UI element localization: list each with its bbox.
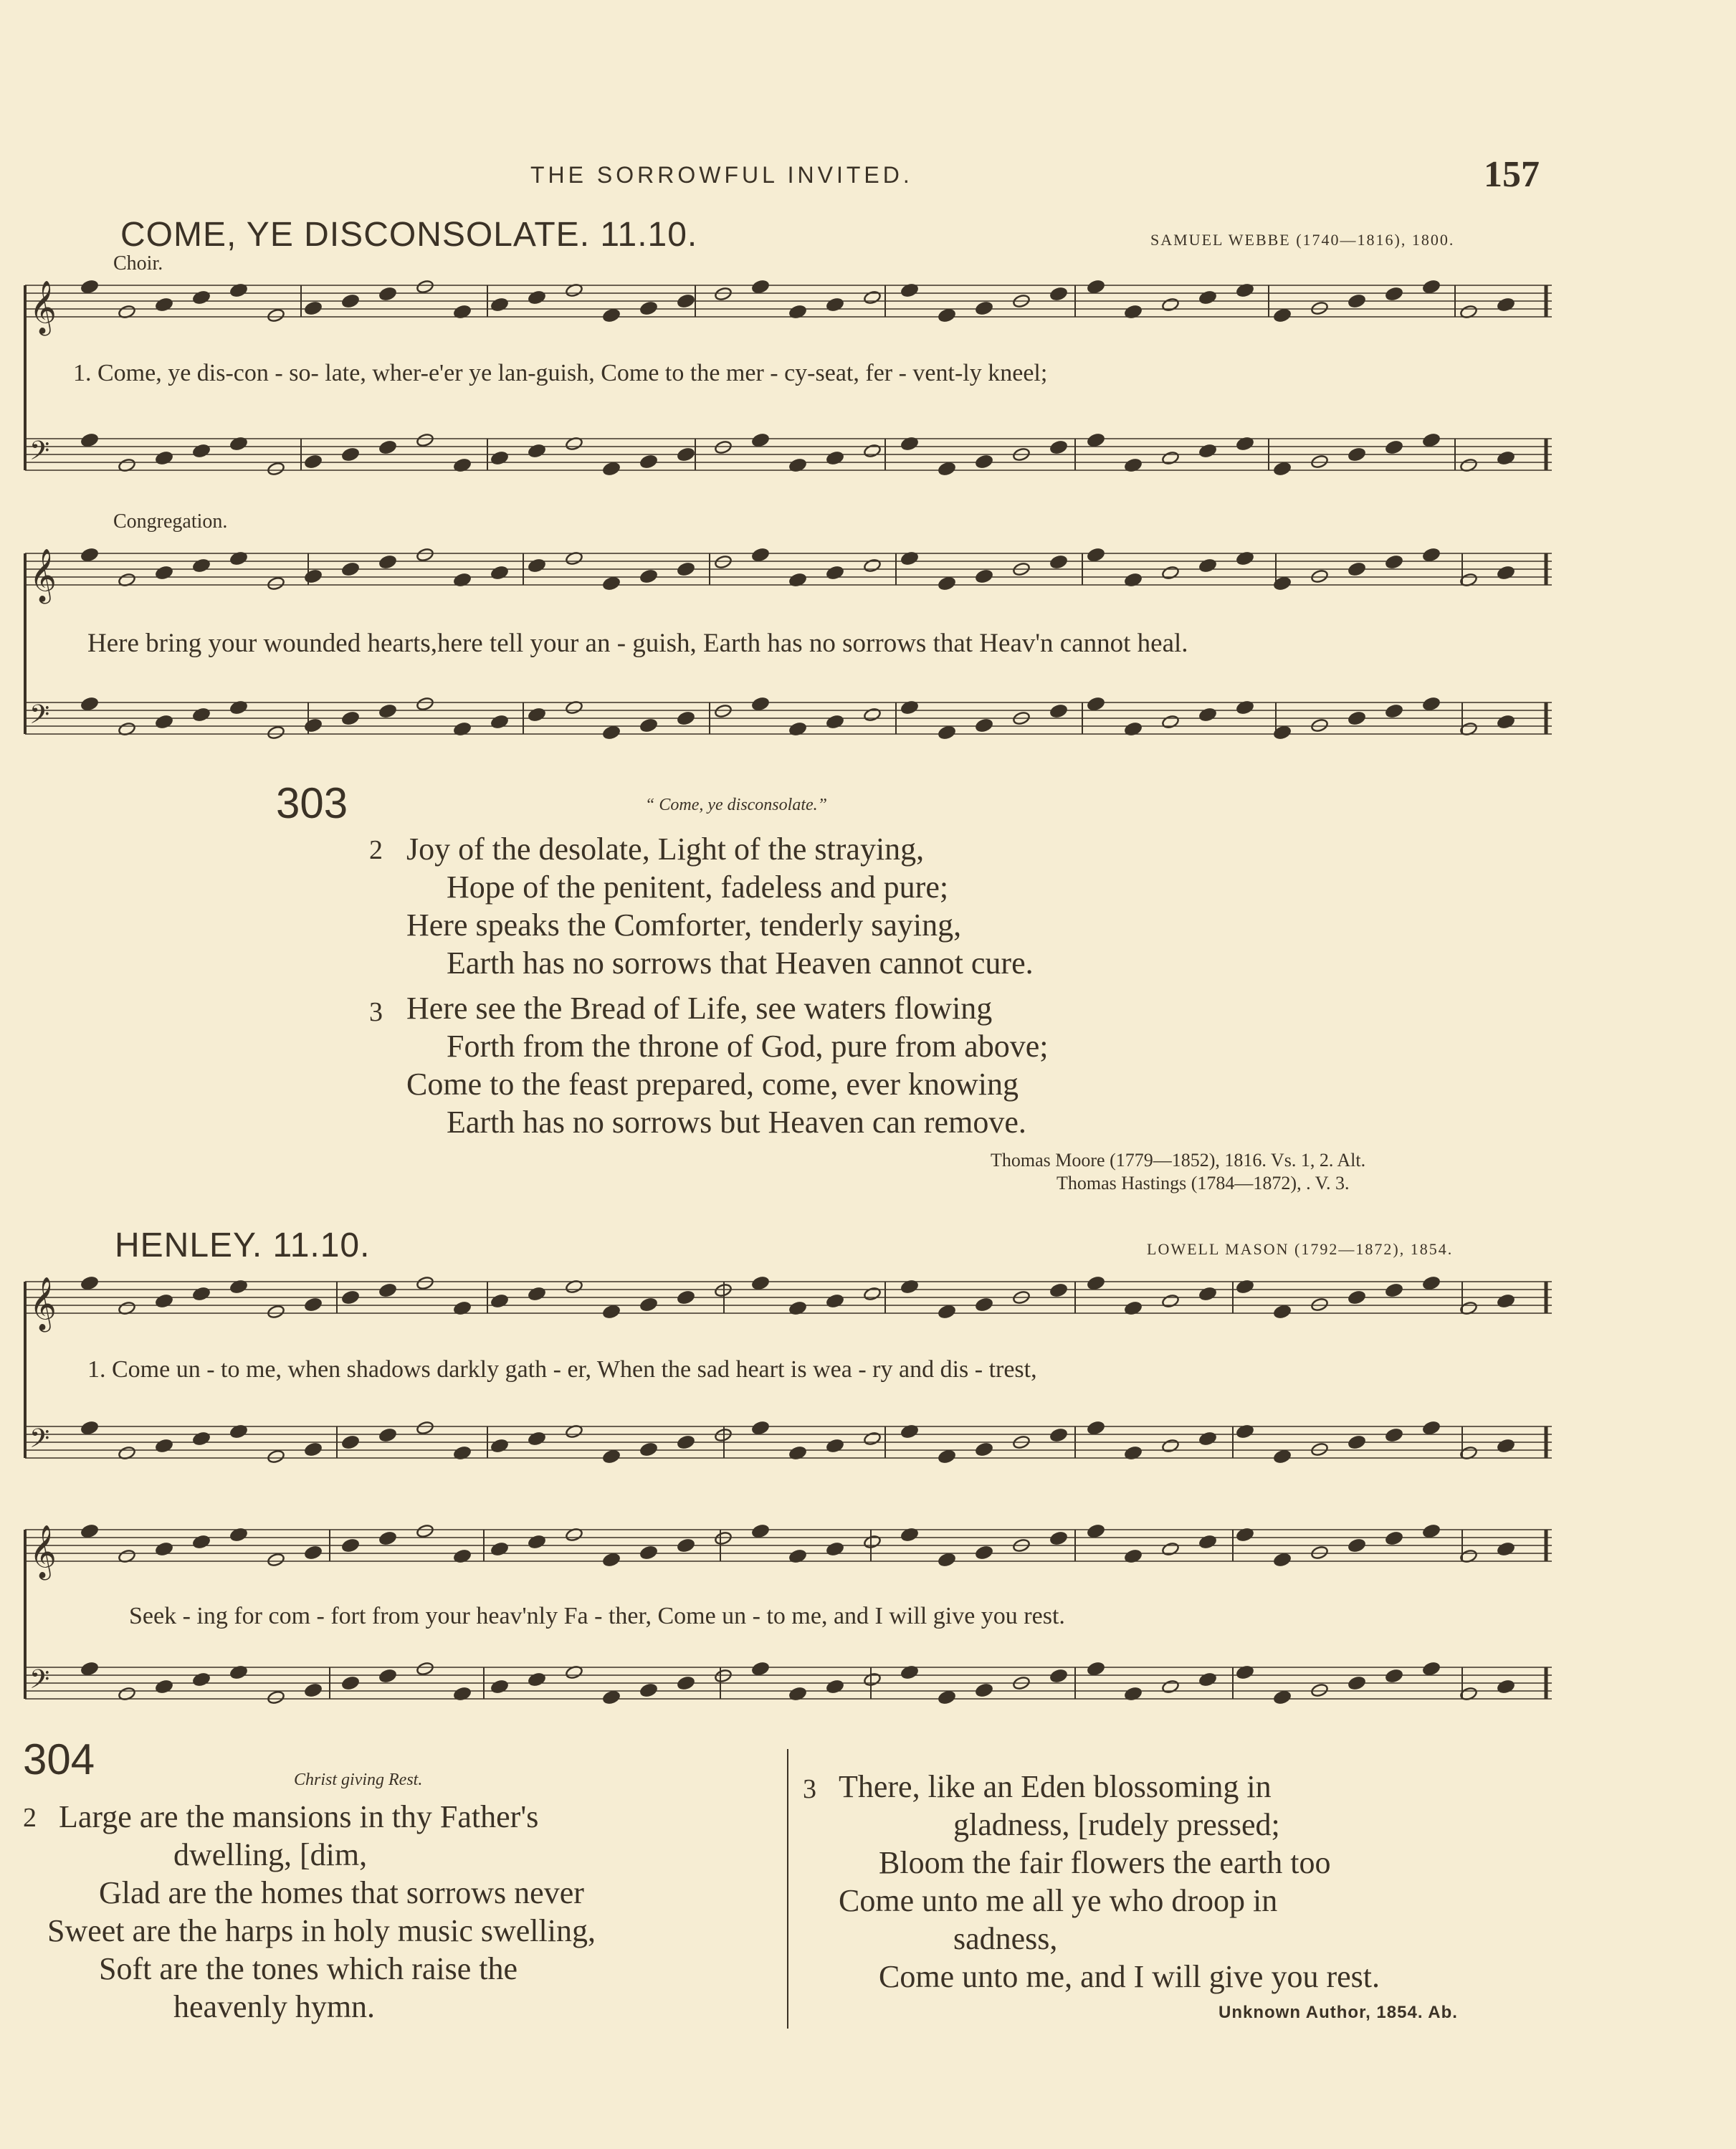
- note-head: [938, 308, 955, 323]
- bass-clef: 𝄢: [29, 700, 50, 736]
- note-head: [490, 715, 508, 730]
- note-head: [155, 715, 173, 730]
- note-head: [304, 569, 322, 584]
- verse-line: Joy of the desolate, Light of the straying,: [406, 832, 925, 867]
- note-head: [341, 1676, 359, 1691]
- verse-line: heavenly hymn.: [173, 1989, 376, 2024]
- note-head: [1497, 297, 1515, 313]
- note-head: [1310, 301, 1328, 316]
- note-head: [1497, 1679, 1515, 1695]
- note-head: [751, 1421, 769, 1436]
- note-head: [1198, 707, 1216, 723]
- note-head: [938, 1553, 955, 1568]
- note-head: [751, 280, 769, 295]
- verse-line: Soft are the tones which raise the: [99, 1951, 518, 1986]
- note-head: [304, 1545, 322, 1560]
- verse-line: Here see the Bread of Life, see waters flowing: [406, 991, 993, 1026]
- note-head: [155, 1439, 173, 1454]
- note-head: [1348, 1435, 1365, 1450]
- note-head: [1161, 1542, 1179, 1557]
- note-head: [528, 1431, 545, 1447]
- note-head: [267, 1553, 285, 1568]
- verse-line: gladness, [rudely pressed;: [953, 1807, 1280, 1842]
- note-head: [714, 440, 732, 455]
- note-head: [639, 1297, 657, 1312]
- note-head: [1497, 566, 1515, 581]
- note-head: [1310, 1297, 1328, 1312]
- note-head: [1385, 1531, 1403, 1546]
- note-head: [1497, 451, 1515, 466]
- note-head: [341, 711, 359, 726]
- note-head: [1049, 1428, 1067, 1443]
- bass-clef: 𝄢: [29, 1424, 50, 1460]
- note-head: [192, 707, 210, 723]
- note-head: [1273, 1553, 1291, 1568]
- note-head: [975, 1297, 993, 1312]
- note-head: [1087, 1421, 1105, 1436]
- note-head: [1497, 715, 1515, 730]
- congregation-label: Congregation.: [113, 510, 228, 533]
- hymn-caption-303: “ Come, ye disconsolate.”: [645, 796, 827, 814]
- note-head: [975, 1442, 993, 1457]
- note-head: [863, 1672, 881, 1687]
- note-head: [1497, 1439, 1515, 1454]
- note-head: [341, 1290, 359, 1305]
- note-head: [863, 290, 881, 305]
- note-head: [416, 1421, 434, 1436]
- note-head: [751, 433, 769, 448]
- note-head: [1385, 555, 1403, 570]
- note-head: [1310, 718, 1328, 733]
- note-head: [1497, 1542, 1515, 1557]
- note-head: [751, 1662, 769, 1677]
- note-head: [490, 297, 508, 313]
- note-head: [826, 1542, 844, 1557]
- note-head: [80, 1421, 98, 1436]
- note-head: [751, 697, 769, 712]
- lyrics-line-3: 1. Come un - to me, when shadows darkly gath - er, When the sad heart is wea - ry and dis - trest,: [87, 1356, 1037, 1383]
- note-head: [639, 454, 657, 470]
- verse-line: Glad are the homes that sorrows never: [99, 1875, 584, 1910]
- note-head: [1348, 1676, 1365, 1691]
- note-head: [602, 1305, 620, 1320]
- note-head: [378, 1283, 396, 1298]
- lyrics-line-2: Here bring your wounded hearts,here tell your an - guish, Earth has no sorrows that Heav'n cannot heal.: [87, 629, 1188, 658]
- note-head: [192, 1535, 210, 1550]
- note-head: [863, 444, 881, 459]
- note-head: [975, 1545, 993, 1560]
- note-head: [1161, 566, 1179, 581]
- verse-number: 2: [369, 835, 383, 865]
- note-head: [1310, 569, 1328, 584]
- choir-label: Choir.: [113, 252, 163, 275]
- note-head: [155, 451, 173, 466]
- note-head: [677, 711, 695, 726]
- note-head: [267, 308, 285, 323]
- note-head: [639, 569, 657, 584]
- note-head: [1198, 1535, 1216, 1550]
- note-head: [751, 548, 769, 563]
- note-head: [528, 1535, 545, 1550]
- note-head: [602, 308, 620, 323]
- note-head: [938, 462, 955, 477]
- note-head: [1422, 697, 1440, 712]
- note-head: [192, 1431, 210, 1447]
- note-head: [80, 1524, 98, 1539]
- note-head: [155, 1294, 173, 1309]
- note-head: [341, 447, 359, 462]
- note-head: [192, 444, 210, 459]
- note-head: [1422, 1524, 1440, 1539]
- note-head: [1161, 715, 1179, 730]
- note-head: [378, 1428, 396, 1443]
- note-head: [155, 1679, 173, 1695]
- verse-line: Sweet are the harps in holy music swelling,: [47, 1913, 596, 1948]
- note-head: [639, 301, 657, 316]
- note-head: [416, 1662, 434, 1677]
- note-head: [528, 707, 545, 723]
- note-head: [416, 1276, 434, 1291]
- note-head: [938, 1305, 955, 1320]
- verse-number: 2: [23, 1803, 37, 1833]
- author-credit-3: Unknown Author, 1854. Ab.: [1218, 2003, 1458, 2022]
- note-head: [1049, 1669, 1067, 1684]
- treble-clef: 𝄞: [29, 1277, 57, 1330]
- note-head: [677, 1538, 695, 1553]
- note-head: [1161, 451, 1179, 466]
- note-head: [267, 462, 285, 477]
- note-head: [975, 569, 993, 584]
- note-head: [490, 1542, 508, 1557]
- note-head: [602, 1449, 620, 1464]
- note-head: [192, 1287, 210, 1302]
- note-head: [1198, 1672, 1216, 1687]
- note-head: [1310, 1545, 1328, 1560]
- note-head: [602, 576, 620, 591]
- treble-clef: 𝄞: [29, 549, 57, 602]
- running-title: THE SORROWFUL INVITED.: [530, 162, 913, 188]
- note-head: [304, 454, 322, 470]
- note-head: [267, 576, 285, 591]
- note-head: [677, 1435, 695, 1450]
- verse-line: Earth has no sorrows but Heaven can remove.: [447, 1105, 1026, 1140]
- treble-clef: 𝄞: [29, 281, 57, 334]
- note-head: [639, 1683, 657, 1698]
- note-head: [938, 725, 955, 740]
- note-head: [863, 1431, 881, 1447]
- note-head: [490, 1439, 508, 1454]
- tune-title-2: HENLEY. 11.10.: [115, 1226, 371, 1264]
- note-head: [938, 1690, 955, 1705]
- note-head: [416, 280, 434, 295]
- note-head: [378, 1669, 396, 1684]
- note-head: [863, 1287, 881, 1302]
- note-head: [1385, 1283, 1403, 1298]
- note-head: [975, 301, 993, 316]
- note-head: [378, 704, 396, 719]
- note-head: [975, 454, 993, 470]
- note-head: [1422, 1662, 1440, 1677]
- note-head: [677, 447, 695, 462]
- note-head: [677, 562, 695, 577]
- verse-line: Come to the feast prepared, come, ever knowing: [406, 1067, 1019, 1102]
- note-head: [528, 290, 545, 305]
- note-head: [602, 462, 620, 477]
- note-head: [1049, 704, 1067, 719]
- verse-number: 3: [803, 1774, 816, 1804]
- note-head: [1273, 1690, 1291, 1705]
- note-head: [1422, 548, 1440, 563]
- note-head: [528, 1672, 545, 1687]
- note-head: [1161, 1439, 1179, 1454]
- note-head: [826, 1439, 844, 1454]
- lyrics-line-1: 1. Come, ye dis-con - so- late, wher-e'er ye lan-guish, Come to the mer - cy-seat, fer - vent-ly kneel;: [73, 360, 1048, 386]
- hymn-number-303: 303: [276, 779, 348, 827]
- verse-line: Come unto me, and I will give you rest.: [879, 1959, 1380, 1994]
- note-head: [1161, 1679, 1179, 1695]
- note-head: [155, 1542, 173, 1557]
- note-head: [341, 1538, 359, 1553]
- note-head: [490, 451, 508, 466]
- note-head: [1310, 454, 1328, 470]
- note-head: [863, 558, 881, 573]
- note-head: [1385, 1669, 1403, 1684]
- note-head: [639, 1545, 657, 1560]
- verse-line: Come unto me all ye who droop in: [839, 1883, 1278, 1918]
- note-head: [1348, 711, 1365, 726]
- composer-2: LOWELL MASON (1792—1872), 1854.: [1147, 1240, 1454, 1258]
- verse-line: sadness,: [953, 1921, 1058, 1956]
- note-head: [416, 548, 434, 563]
- note-head: [1087, 1276, 1105, 1291]
- note-head: [1422, 433, 1440, 448]
- note-head: [1497, 1294, 1515, 1309]
- note-head: [80, 1662, 98, 1677]
- note-head: [528, 558, 545, 573]
- note-head: [714, 555, 732, 570]
- note-head: [1348, 294, 1365, 309]
- lyrics-line-4: Seek - ing for com - fort from your heav'nly Fa - ther, Come un - to me, and I will give you rest.: [129, 1603, 1065, 1629]
- note-head: [714, 704, 732, 719]
- note-head: [1385, 440, 1403, 455]
- note-head: [714, 1531, 732, 1546]
- note-head: [602, 1553, 620, 1568]
- note-head: [1049, 1283, 1067, 1298]
- note-head: [1087, 697, 1105, 712]
- note-head: [80, 433, 98, 448]
- note-head: [938, 576, 955, 591]
- note-head: [1049, 1531, 1067, 1546]
- note-head: [826, 1679, 844, 1695]
- note-head: [80, 548, 98, 563]
- note-head: [416, 1524, 434, 1539]
- note-head: [826, 1294, 844, 1309]
- note-head: [341, 1435, 359, 1450]
- note-head: [1348, 447, 1365, 462]
- note-head: [341, 294, 359, 309]
- note-head: [1348, 562, 1365, 577]
- note-head: [80, 280, 98, 295]
- note-head: [267, 1305, 285, 1320]
- note-head: [1087, 548, 1105, 563]
- treble-clef: 𝄞: [29, 1525, 57, 1578]
- author-credit-2: Thomas Hastings (1784—1872), . V. 3.: [1057, 1173, 1350, 1193]
- note-head: [80, 697, 98, 712]
- column-divider: [787, 1749, 788, 2029]
- note-head: [304, 1683, 322, 1698]
- verse-line: There, like an Eden blossoming in: [839, 1769, 1272, 1804]
- note-head: [975, 718, 993, 733]
- note-head: [1198, 444, 1216, 459]
- bass-clef: 𝄢: [29, 1664, 50, 1701]
- note-head: [751, 1276, 769, 1291]
- hymn-caption-304: Christ giving Rest.: [294, 1771, 423, 1789]
- verse-number: 3: [369, 997, 383, 1027]
- author-credit-1: Thomas Moore (1779—1852), 1816. Vs. 1, 2. Alt.: [991, 1150, 1366, 1171]
- note-head: [826, 297, 844, 313]
- note-head: [1273, 308, 1291, 323]
- note-head: [1348, 1538, 1365, 1553]
- note-head: [1049, 555, 1067, 570]
- verse-line: Hope of the penitent, fadeless and pure;: [447, 869, 949, 905]
- note-head: [826, 715, 844, 730]
- note-head: [528, 1287, 545, 1302]
- note-head: [267, 1449, 285, 1464]
- note-head: [1385, 704, 1403, 719]
- note-head: [677, 1290, 695, 1305]
- note-head: [1422, 1421, 1440, 1436]
- note-head: [1273, 1449, 1291, 1464]
- note-head: [416, 697, 434, 712]
- note-head: [602, 1690, 620, 1705]
- note-head: [714, 287, 732, 302]
- note-head: [1198, 1287, 1216, 1302]
- note-head: [677, 1676, 695, 1691]
- note-head: [1087, 1662, 1105, 1677]
- note-head: [1198, 558, 1216, 573]
- note-head: [826, 566, 844, 581]
- hymn-number-304: 304: [23, 1735, 95, 1783]
- note-head: [1087, 1524, 1105, 1539]
- note-head: [863, 1535, 881, 1550]
- note-head: [378, 440, 396, 455]
- note-head: [1087, 433, 1105, 448]
- note-head: [192, 1672, 210, 1687]
- note-head: [304, 1442, 322, 1457]
- note-head: [155, 566, 173, 581]
- note-head: [304, 301, 322, 316]
- page-number: 157: [1484, 154, 1540, 195]
- note-head: [490, 566, 508, 581]
- verse-line: dwelling, [dim,: [173, 1837, 368, 1872]
- note-head: [863, 707, 881, 723]
- note-head: [378, 555, 396, 570]
- note-head: [1161, 1294, 1179, 1309]
- note-head: [1310, 1683, 1328, 1698]
- bass-clef: 𝄢: [29, 436, 50, 472]
- verse-line: Bloom the fair flowers the earth too: [879, 1845, 1331, 1880]
- note-head: [490, 1679, 508, 1695]
- verse-line: Here speaks the Comforter, tenderly saying,: [406, 907, 962, 943]
- note-head: [1273, 1305, 1291, 1320]
- verse-line: Large are the mansions in thy Father's: [59, 1799, 539, 1834]
- note-head: [639, 1442, 657, 1457]
- note-head: [528, 444, 545, 459]
- note-head: [341, 562, 359, 577]
- note-head: [1422, 280, 1440, 295]
- note-head: [1273, 462, 1291, 477]
- note-head: [602, 725, 620, 740]
- note-head: [490, 1294, 508, 1309]
- note-head: [192, 558, 210, 573]
- note-head: [714, 1669, 732, 1684]
- note-head: [677, 294, 695, 309]
- note-head: [1049, 440, 1067, 455]
- note-head: [1087, 280, 1105, 295]
- note-head: [378, 287, 396, 302]
- note-head: [155, 297, 173, 313]
- note-head: [1198, 290, 1216, 305]
- note-head: [975, 1683, 993, 1698]
- note-head: [267, 725, 285, 740]
- note-head: [1385, 1428, 1403, 1443]
- note-head: [80, 1276, 98, 1291]
- note-head: [1310, 1442, 1328, 1457]
- verse-line: Earth has no sorrows that Heaven cannot cure.: [447, 945, 1034, 981]
- note-head: [304, 1297, 322, 1312]
- note-head: [378, 1531, 396, 1546]
- verse-line: Forth from the throne of God, pure from above;: [447, 1029, 1049, 1064]
- note-head: [1422, 1276, 1440, 1291]
- note-head: [1348, 1290, 1365, 1305]
- note-head: [1161, 297, 1179, 313]
- note-head: [304, 718, 322, 733]
- note-head: [826, 451, 844, 466]
- note-head: [267, 1690, 285, 1705]
- note-head: [751, 1524, 769, 1539]
- note-head: [416, 433, 434, 448]
- note-head: [192, 290, 210, 305]
- note-head: [1385, 287, 1403, 302]
- note-head: [1049, 287, 1067, 302]
- note-head: [938, 1449, 955, 1464]
- note-head: [1198, 1431, 1216, 1447]
- composer-1: SAMUEL WEBBE (1740—1816), 1800.: [1150, 231, 1455, 249]
- note-head: [639, 718, 657, 733]
- tune-title-1: COME, YE DISCONSOLATE. 11.10.: [120, 216, 698, 254]
